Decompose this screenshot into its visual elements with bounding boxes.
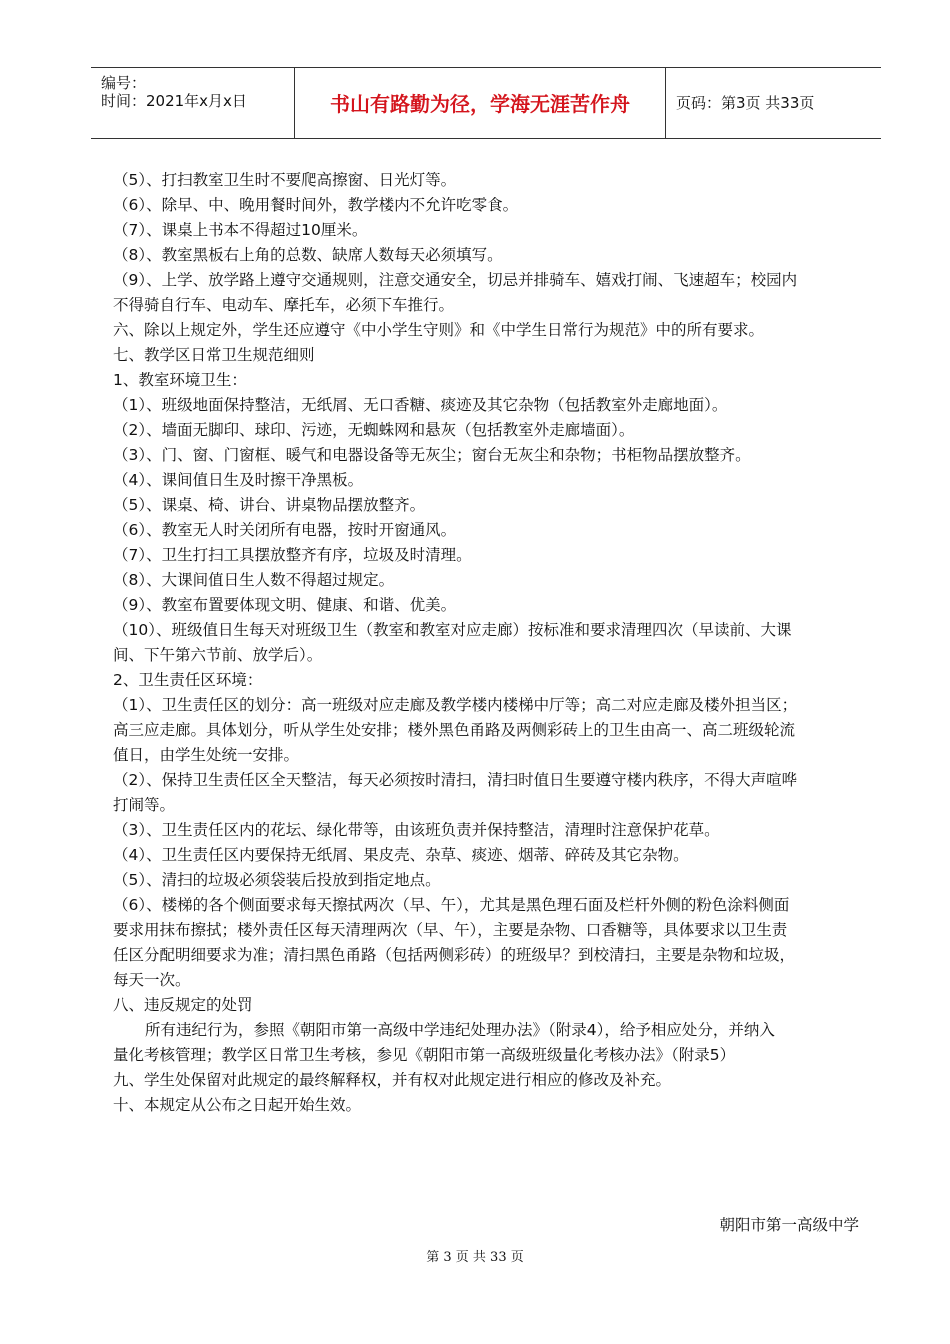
section-heading: 八、违反规定的处罚 <box>113 996 253 1014</box>
document-time-label: 时间：2021年x月x日 <box>101 92 247 110</box>
text-line: 打闹等。 <box>113 796 176 814</box>
text-line: （1）、卫生责任区的划分：高一班级对应走廊及教学楼内楼梯中厅等；高二对应走廊及楼外担当区； <box>113 696 798 714</box>
footer-page-number: 第 3 页 共 33 页 <box>426 1250 524 1265</box>
text-line: （5）、清扫的垃圾必须袋装后投放到指定地点。 <box>113 871 441 889</box>
header-meta-cell <box>91 68 294 138</box>
text-line: （10）、班级值日生每天对班级卫生（教室和教室对应走廊）按标准和要求清理四次（早读前、大课 <box>113 621 792 639</box>
header-motto-cell <box>294 68 666 138</box>
text-line: 任区分配明细要求为准；清扫黑色甬路（包括两侧彩砖）的班级早？到校清扫，主要是杂物和垃圾， <box>113 946 796 964</box>
text-line: 不得骑自行车、电动车、摩托车，必须下车推行。 <box>113 296 455 314</box>
text-line: 间、下午第六节前、放学后）。 <box>113 646 323 664</box>
document-header <box>91 67 881 139</box>
text-line: （8）、教室黑板右上角的总数、缺席人数每天必须填写。 <box>113 246 503 264</box>
text-line: （9）、上学、放学路上遵守交通规则，注意交通安全，切忌并排骑车、嬉戏打闹、飞速超车；校园内 <box>113 271 798 289</box>
text-line: （2）、保持卫生责任区全天整洁，每天必须按时清扫，清扫时值日生要遵守楼内秩序，不得大声喧哗 <box>113 771 798 789</box>
text-line: 每天一次。 <box>113 971 191 989</box>
text-line: （9）、教室布置要体现文明、健康、和谐、优美。 <box>113 596 457 614</box>
section-heading: 十、本规定从公布之日起开始生效。 <box>113 1096 362 1114</box>
text-line: 值日，由学生处统一安排。 <box>113 746 300 764</box>
text-line: （7）、卫生打扫工具摆放整齐有序，垃圾及时清理。 <box>113 546 472 564</box>
text-line: 量化考核管理；教学区日常卫生考核，参见《朝阳市第一高级班级量化考核办法》（附录5） <box>113 1046 736 1064</box>
document-body <box>113 168 863 1118</box>
text-line: （3）、门、窗、门窗框、暖气和电器设备等无灰尘；窗台无灰尘和杂物；书柜物品摆放整齐。 <box>113 446 751 464</box>
section-heading: 九、学生处保留对此规定的最终解释权，并有权对此规定进行相应的修改及补充。 <box>113 1071 672 1089</box>
text-line: （5）、打扫教室卫生时不要爬高擦窗、日光灯等。 <box>113 171 457 189</box>
section-heading: 七、教学区日常卫生规范细则 <box>113 346 315 364</box>
text-line: （6）、除早、中、晚用餐时间外，教学楼内不允许吃零食。 <box>113 196 519 214</box>
text-line: （4）、课间值日生及时擦干净黑板。 <box>113 471 364 489</box>
text-line: 要求用抹布擦拭；楼外责任区每天清理两次（早、午），主要是杂物、口香糖等，具体要求以卫生责 <box>113 921 788 939</box>
text-line: （7）、课桌上书本不得超过10厘米。 <box>113 221 368 239</box>
subsection-heading: 2、卫生责任区环境： <box>113 671 263 689</box>
text-line: （6）、楼梯的各个侧面要求每天擦拭两次（早、午），尤其是黑色理石面及栏杆外侧的粉色涂料侧面 <box>113 896 790 914</box>
text-line: 高三应走廊。具体划分，听从学生处安排；楼外黑色甬路及两侧彩砖上的卫生由高一、高二班级轮流 <box>113 721 796 739</box>
text-line: 所有违纪行为，参照《朝阳市第一高级中学违纪处理办法》（附录4），给予相应处分，并纳入 <box>145 1021 775 1039</box>
text-line: （1）、班级地面保持整洁，无纸屑、无口香糖、痰迹及其它杂物（包括教室外走廊地面）。 <box>113 396 728 414</box>
subsection-heading: 1、教室环境卫生： <box>113 371 247 389</box>
text-line: （5）、课桌、椅、讲台、讲桌物品摆放整齐。 <box>113 496 426 514</box>
document-number-label: 编号： <box>101 74 147 92</box>
text-line: （8）、大课间值日生人数不得超过规定。 <box>113 571 395 589</box>
header-page-label: 页码：第3页 共33页 <box>676 94 815 112</box>
section-heading: 六、除以上规定外，学生还应遵守《中小学生守则》和《中学生日常行为规范》中的所有要求。 <box>113 321 765 339</box>
text-line: （2）、墙面无脚印、球印、污迹，无蜘蛛网和悬灰（包括教室外走廊墙面）。 <box>113 421 635 439</box>
text-line: （6）、教室无人时关闭所有电器，按时开窗通风。 <box>113 521 457 539</box>
header-page-cell <box>666 68 881 138</box>
text-line: （4）、卫生责任区内要保持无纸屑、果皮壳、杂草、痰迹、烟蒂、碎砖及其它杂物。 <box>113 846 689 864</box>
footer-organization: 朝阳市第一高级中学 <box>719 1216 859 1234</box>
header-motto: 书山有路勤为径，学海无涯苦作舟 <box>330 92 630 116</box>
text-line: （3）、卫生责任区内的花坛、绿化带等，由该班负责并保持整洁，清理时注意保护花草。 <box>113 821 720 839</box>
